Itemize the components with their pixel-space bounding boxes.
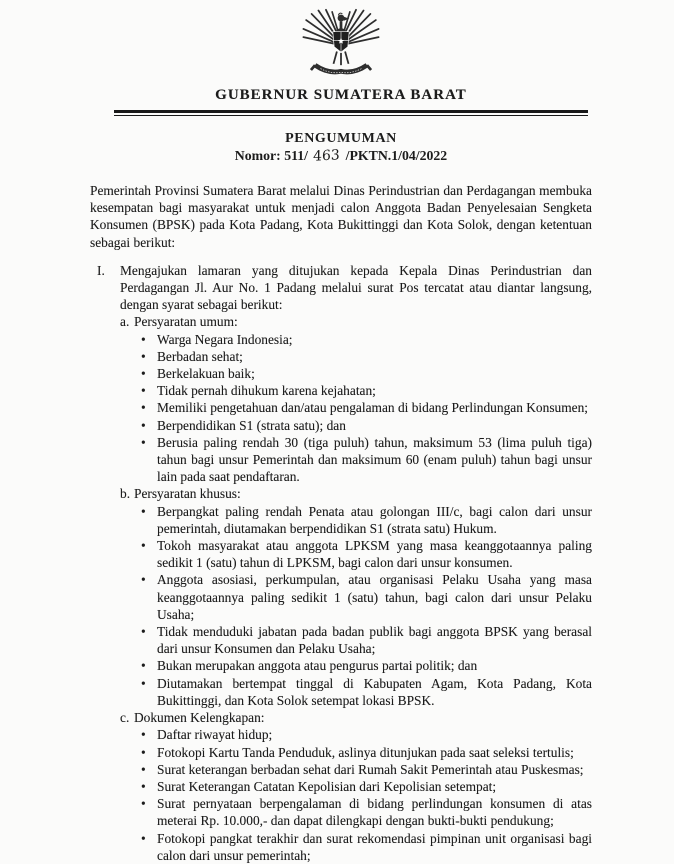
list-item: • Tidak menduduki jabatan pada badan publik bagi anggota BPSK yang berasal dari unsur Konsumen dan Pelaku Usaha; <box>141 623 592 657</box>
announcement-header <box>90 131 592 164</box>
list-item: • Warga Negara Indonesia; <box>141 331 592 348</box>
list-item: • Diutamakan bertempat tinggal di Kabupaten Agam, Kota Padang, Kota Bukittinggi, dan Kota Solok setempat lokasi BPSK. <box>141 675 592 709</box>
list-item: • Berkelakuan baik; <box>141 365 592 382</box>
list-item: • Surat pernyataan berpengalaman di bidang perlindungan konsumen di atas meterai Rp. 10.000,- dan dapat dilengkapi dengan bukti-bukti pendukung; <box>141 795 592 829</box>
subsection-heading: Dokumen Kelengkapan: <box>134 710 265 726</box>
list-item: • Tokoh masyarakat atau anggota LPKSM yang masa keanggotaannya paling sedikit 1 (satu) tahun di LPKSM, bagi calon dari unsur konsumen. <box>141 537 592 571</box>
list-item: • Daftar riwayat hidup; <box>141 726 592 743</box>
list-item: • Memiliki pengetahuan dan/atau pengalaman di bidang Perlindungan Konsumen; <box>141 399 592 416</box>
list-item: • Anggota asosiasi, perkumpulan, atau organisasi Pelaku Usaha yang masa keanggotaannya paling sedikit 1 (satu) tahun, bagi calon dari unsur Pelaku Usaha; <box>141 571 592 623</box>
subsection-heading: Persyaratan umum: <box>134 314 238 330</box>
announcement-number <box>90 148 592 164</box>
list-item: • Fotokopi pangkat terakhir dan surat rekomendasi pimpinan unit organisasi bagi calon dari unsur pemerintah; <box>141 830 592 864</box>
list-item: • Berpangkat paling rendah Penata atau golongan III/c, bagi calon dari unsur pemerintah, diutamakan berpendidikan S1 (strata satu) Hukum. <box>141 503 592 537</box>
subsection-heading-row <box>120 485 592 502</box>
subsection-heading: Persyaratan khusus: <box>134 486 241 502</box>
announcement-title: PENGUMUMAN <box>285 131 397 146</box>
section-text: Mengajukan lamaran yang ditujukan kepada Kepala Dinas Perindustrian dan Perdagangan Jl. Aur No. 1 Padang melalui surat Pos tercatat atau diantar langsung, dengan syarat sebagai berikut: <box>120 262 592 313</box>
bullet-list-b <box>141 503 592 709</box>
subsection-label: b. <box>120 486 131 502</box>
letterhead-divider <box>114 110 588 116</box>
list-item: • Bukan merupakan anggota atau pengurus partai politik; dan <box>141 657 592 674</box>
subsection-b <box>120 485 592 709</box>
list-item: • Berusia paling rendah 30 (tiga puluh) tahun, maksimum 53 (lima puluh tiga) tahun bagi unsur Pemerintah dan maksimum 60 (enam puluh) tahun bagi unsur lain pada saat pendaftaran. <box>141 434 592 486</box>
announcement-number-suffix: /PKTN.1/04/2022 <box>345 148 448 163</box>
section-numeral: I. <box>97 262 105 278</box>
subsection-heading-row <box>120 709 592 726</box>
letterhead-title: GUBERNUR SUMATERA BARAT <box>215 87 467 103</box>
announcement-number-prefix: Nomor: 511/ <box>234 148 308 163</box>
subsection-a <box>120 313 592 485</box>
subsection-label: c. <box>120 710 130 726</box>
list-item: • Berbadan sehat; <box>141 348 592 365</box>
bullet-list-a <box>141 331 592 486</box>
list-item: • Fotokopi Kartu Tanda Penduduk, aslinya ditunjukan pada saat seleksi tertulis; <box>141 744 592 761</box>
bullet-list-c <box>141 726 592 864</box>
subsection-heading-row <box>120 313 592 330</box>
announcement-number-handwritten: 463 <box>313 147 341 165</box>
letterhead <box>90 8 592 85</box>
subsection-label: a. <box>120 314 130 330</box>
section-item-I <box>90 262 592 864</box>
intro-paragraph: Pemerintah Provinsi Sumatera Barat melalui Dinas Perindustrian dan Perdagangan membuka kesempatan bagi masyarakat untuk menjadi calon Anggota Badan Penyelesaian Sengketa Konsumen (BPSK) pada Kota Padang, Kota Bukittinggi dan Kota Solok, dengan ketentuan sebagai berikut: <box>90 183 592 250</box>
list-item: • Surat keterangan berbadan sehat dari Rumah Sakit Pemerintah atau Puskesmas; <box>141 761 592 778</box>
garuda-pancasila-emblem-icon <box>300 8 382 80</box>
list-item: • Tidak pernah dihukum karena kejahatan; <box>141 382 592 399</box>
list-item: • Berpendidikan S1 (strata satu); dan <box>141 417 592 434</box>
subsection-c <box>120 709 592 864</box>
list-item: • Surat Keterangan Catatan Kepolisian dari Kepolisian setempat; <box>141 778 592 795</box>
section-body <box>120 262 592 864</box>
